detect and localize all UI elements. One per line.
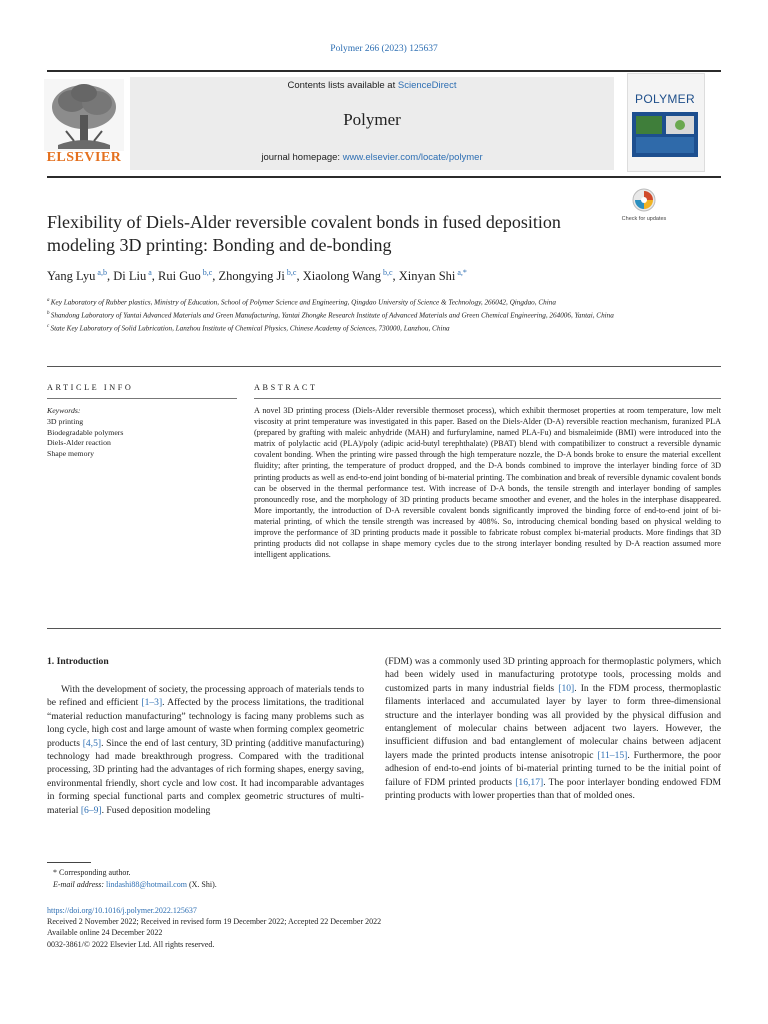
author-name[interactable]: Rui Guo [158, 269, 201, 284]
received-dates: Received 2 November 2022; Received in revised form 19 December 2022; Accepted 22 December 2022 [47, 917, 382, 927]
journal-title: Polymer [343, 110, 401, 129]
header-rule-bottom [47, 176, 721, 178]
affiliation-item [47, 309, 627, 321]
author-name[interactable]: Di Liu [113, 269, 147, 284]
contents-line [130, 80, 614, 91]
body-text: With the development of society, the processing approach of materials tends to be refined and efficient [47, 684, 364, 709]
abstract-rule [254, 398, 721, 399]
author-list [47, 268, 727, 284]
affiliation-item [47, 322, 627, 334]
homepage-line [130, 152, 614, 163]
author-affiliation-marker[interactable]: a,* [455, 268, 467, 277]
journal-citation[interactable]: Polymer 266 (2023) 125637 [330, 44, 438, 54]
keywords-label: Keywords: [47, 406, 81, 415]
affiliation-key: a [47, 298, 51, 303]
corresponding-author-note [53, 867, 453, 879]
email-suffix: (X. Shi). [186, 880, 217, 889]
author-name[interactable]: Yang Lyu [47, 269, 96, 284]
affiliation-text: State Key Laboratory of Solid Lubrication, Lanzhou Institute of Chemical Physics, Chinese Academy of Sciences, 730000, Lanzhou, China [50, 324, 450, 333]
cover-title: POLYMER [635, 92, 695, 106]
publisher-name: ELSEVIER [46, 150, 122, 165]
journal-cover-image [632, 112, 698, 157]
author-affiliation-marker[interactable]: b,c [380, 268, 393, 277]
body-text: . Fused deposition modeling [101, 804, 211, 816]
author-affiliation-marker[interactable]: b,c [200, 268, 213, 277]
reference-link[interactable]: [10] [558, 682, 575, 694]
affiliations-rule [47, 366, 721, 367]
body-text: . Since the end of last century, 3D printing (additive manufacturing) technology had made breakthrough progress. Compared with the traditional processing, 3D printing had the advantages of rich forming shapes, energy saving, environmental friendly, short cycle and low cost. It had incomparable advantages in forming special functional parts and complex geometric structures of multi-material [47, 737, 364, 816]
copyright: 0032-3861/© 2022 Elsevier Ltd. All rights reserved. [47, 939, 215, 949]
article-footer [47, 905, 607, 950]
abstract-text: A novel 3D printing process (Diels-Alder reversible thermoset process), which exhibit thermoset properties at room temperature, low melt viscosity at print temperature was investigated in this paper. Based on the Diels-Alder (D-A) reversible reaction mechanism, furanized PLA (prepared by grafting with maleic anhydride (MAH) and furfurylamine, named PLA-Fu) and bismaleimide (BMI) were introduced into the matrix of polylactic acid (PLA)/poly (adipic acid-butyl terephthalate) (PBAT) blend with compatibilizer to construct a reversible dynamic covalent bonding. When the printing wire passed through the high temperature nozzle, the D-A bonds broke to ensure the material excellent fluidity; after printing, the temperature of product dropped, and the D-A bonds combined to improve the interlayer binding force of 3D printing products as well as end-to-end joint bonding of bi-material printing. The combination and break of reversible dynamic covalent bonds can be observed in the thermal performance test. With increase of D-A bonds, the tensile strength and interlayer bonding of samples pronouncedly rose, and the morphology of 3D printing products became smoother and evener, and the holes in the interphase disappeared. More importantly, the introduction of D-A reversible covalent bonds significantly improved the binding force of end-to-end joint of bi-material printing, of which the tensile strength was increased by 408%. So, introducing chemical bonding based on physical welding to improve the performance of 3D printing products made it possible to fabricate robust complex bi-material products. More findings that 3D printing products did not collapse in shape memory cycles due to the strong interlayer bonding resulted by D-A reaction assumed more intelligent applications. [254, 406, 721, 560]
keyword: Diels-Alder reaction [47, 438, 111, 448]
author-affiliation-marker[interactable]: a,b [95, 268, 107, 277]
author-affiliation-marker[interactable]: a [146, 268, 152, 277]
author-separator: , [296, 269, 303, 284]
body-text: . Furthermore, the poor adhesion of end-to-end joints of bi-material printing turned to be the initial point of failure of FDM printed products [385, 749, 721, 788]
keywords-block [47, 406, 237, 460]
affiliation-key: c [47, 324, 51, 330]
check-for-updates-icon[interactable] [624, 187, 664, 231]
email-note [53, 879, 453, 891]
body-text: . In the FDM process, thermoplastic filaments interlaced and accumulated layer by layer to form three-dimensional structure and the interlayer bonding was all provided by the physical diffusion and entanglement of molecular chains between adjacent two layers. However, the insufficient diffusion and bad entanglement of molecular chains between adjacent layers made the printed products intense anisotropic [385, 682, 721, 761]
sciencedirect-link[interactable]: ScienceDirect [397, 80, 457, 91]
section-heading-introduction: 1. Introduction [47, 656, 109, 667]
article-info-rule [47, 398, 237, 399]
check-for-updates-label[interactable]: Check for updates [621, 216, 667, 222]
keyword: Biodegradable polymers [47, 427, 124, 437]
email-label: E-mail address: [53, 880, 107, 889]
reference-link[interactable]: [1–3] [141, 697, 163, 709]
article-title: Flexibility of Diels-Alder reversible covalent bonds in fused deposition modeling 3D printing: Bonding and de-bonding [47, 212, 561, 255]
reference-link[interactable]: [16,17] [515, 776, 544, 788]
body-text: . Affected by the process limitations, the traditional “material reduction manufacturing” technology is facing many problems such as long cycle, high cost and large amount of waste when forming complex geometric products [47, 697, 365, 749]
body-column-left [47, 683, 364, 817]
available-online: Available online 24 December 2022 [47, 928, 163, 938]
body-column-right [385, 655, 721, 802]
author-separator: , [106, 269, 114, 284]
author-separator: , [392, 269, 399, 284]
abstract-bottom-rule [47, 628, 721, 629]
contents-prefix: Contents lists available at [287, 80, 398, 91]
author-separator: , [212, 269, 219, 284]
footnotes [53, 867, 453, 891]
footnote-rule [47, 862, 91, 863]
author-name[interactable]: Xinyan Shi [398, 269, 456, 284]
body-text: . The poor interlayer bonding endowed FDM printing products with lower properties than that of molded ones. [385, 776, 721, 802]
homepage-prefix: journal homepage: [261, 152, 343, 163]
author-name[interactable]: Xiaolong Wang [302, 269, 381, 284]
keyword: Shape memory [47, 449, 94, 459]
keyword: 3D printing [47, 416, 84, 426]
abstract-heading: ABSTRACT [254, 383, 318, 392]
corresponding-author-text: Corresponding author. [59, 868, 131, 877]
affiliation-text: Key Laboratory of Rubber plastics, Ministry of Education, School of Polymer Science and Engineering, Qingdao University of Science & Technology, 266042, Qingdao, China [50, 298, 556, 307]
affiliations [47, 296, 627, 336]
body-text: (FDM) was a commonly used 3D printing approach for thermoplastic polymers, which had been widely used in manufacturing prototype tools, processing molds and customized parts in many industrial fields [385, 656, 721, 694]
author-name[interactable]: Zhongying Ji [218, 269, 285, 284]
affiliation-item [47, 296, 627, 308]
reference-link[interactable]: [11–15] [597, 749, 628, 761]
header-rule [47, 70, 721, 72]
author-separator: , [151, 269, 159, 284]
journal-homepage-link[interactable]: www.elsevier.com/locate/polymer [342, 152, 483, 163]
email-link[interactable]: lindashi88@hotmail.com [106, 880, 187, 889]
reference-link[interactable]: [6–9] [80, 804, 102, 816]
affiliation-key: b [47, 311, 51, 317]
author-affiliation-marker[interactable]: b,c [284, 268, 297, 277]
asterisk-marker: * [53, 868, 59, 877]
article-info-heading: ARTICLE INFO [47, 383, 134, 392]
reference-link[interactable]: [4,5] [82, 737, 102, 749]
affiliation-text: Shandong Laboratory of Yantai Advanced Materials and Green Manufacturing, Yantai Zhongke Research Institute of Advanced Materials and Green Chemical Engineering, 264006, Yantai, China [50, 311, 614, 320]
doi-link[interactable]: https://doi.org/10.1016/j.polymer.2022.125637 [47, 906, 197, 915]
